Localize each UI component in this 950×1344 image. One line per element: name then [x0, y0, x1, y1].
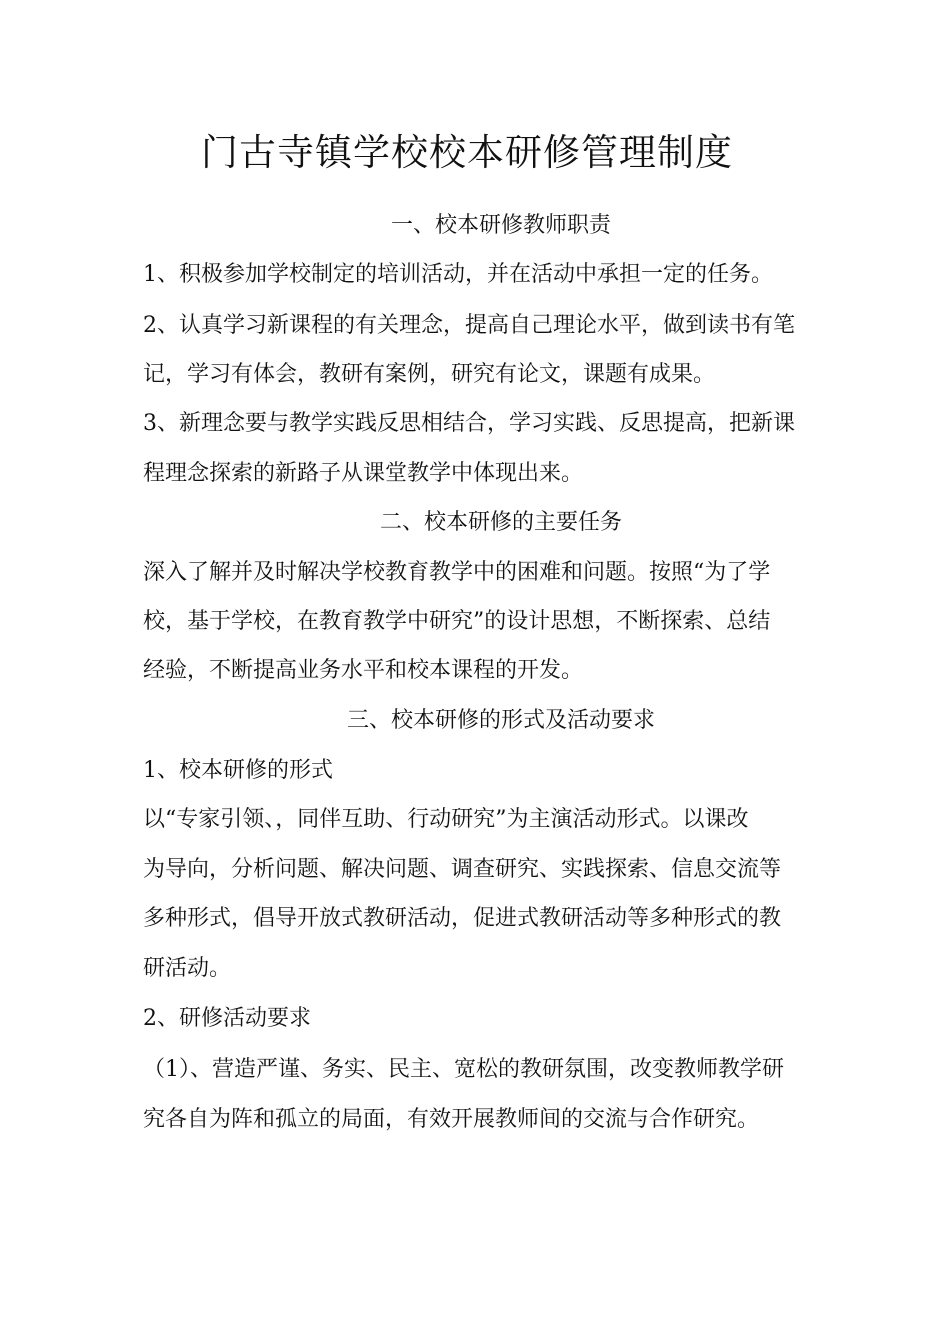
paragraph-line: 校，基于学校，在教育教学中研究”的设计思想，不断探索、总结	[143, 609, 771, 634]
paragraph-line: 1、校本研修的形式	[143, 758, 333, 783]
paragraph-line: 2、认真学习新课程的有关理念，提高自己理论水平，做到读书有笔	[143, 313, 795, 338]
paragraph-line: 究各自为阵和孤立的局面，有效开展教师间的交流与合作研究。	[143, 1107, 760, 1132]
paragraph-line: （1）、营造严谨、务实、民主、宽松的教研氛围，改变教师教学研	[143, 1057, 784, 1082]
paragraph-line: 3、新理念要与教学实践反思相结合，学习实践、反思提高，把新课	[143, 411, 795, 436]
section-heading-2: 二、校本研修的主要任务	[379, 510, 622, 535]
paragraph-line: 2、研修活动要求	[143, 1006, 311, 1031]
paragraph-line: 程理念探索的新路子从课堂教学中体现出来。	[143, 461, 584, 486]
document-title: 门古寺镇学校校本研修管理制度	[201, 131, 733, 174]
paragraph-line: 1、积极参加学校制定的培训活动，并在活动中承担一定的任务。	[143, 262, 773, 287]
paragraph-line: 经验，不断提高业务水平和校本课程的开发。	[143, 658, 584, 683]
section-heading-1: 一、校本研修教师职责	[390, 213, 611, 238]
paragraph-line: 深入了解并及时解决学校教育教学中的困难和问题。按照“为了学	[143, 560, 771, 585]
paragraph-line: 多种形式，倡导开放式教研活动，促进式教研活动等多种形式的教	[143, 906, 782, 931]
paragraph-line: 研活动。	[143, 956, 232, 981]
paragraph-line: 以“专家引领、，同伴互助、行动研究”为主演活动形式。以课改	[143, 807, 749, 832]
paragraph-line: 记，学习有体会，教研有案例，研究有论文，课题有成果。	[143, 362, 716, 387]
section-heading-3: 三、校本研修的形式及活动要求	[346, 708, 655, 733]
paragraph-line: 为导向，分析问题、解决问题、调查研究、实践探索、信息交流等	[143, 857, 782, 882]
